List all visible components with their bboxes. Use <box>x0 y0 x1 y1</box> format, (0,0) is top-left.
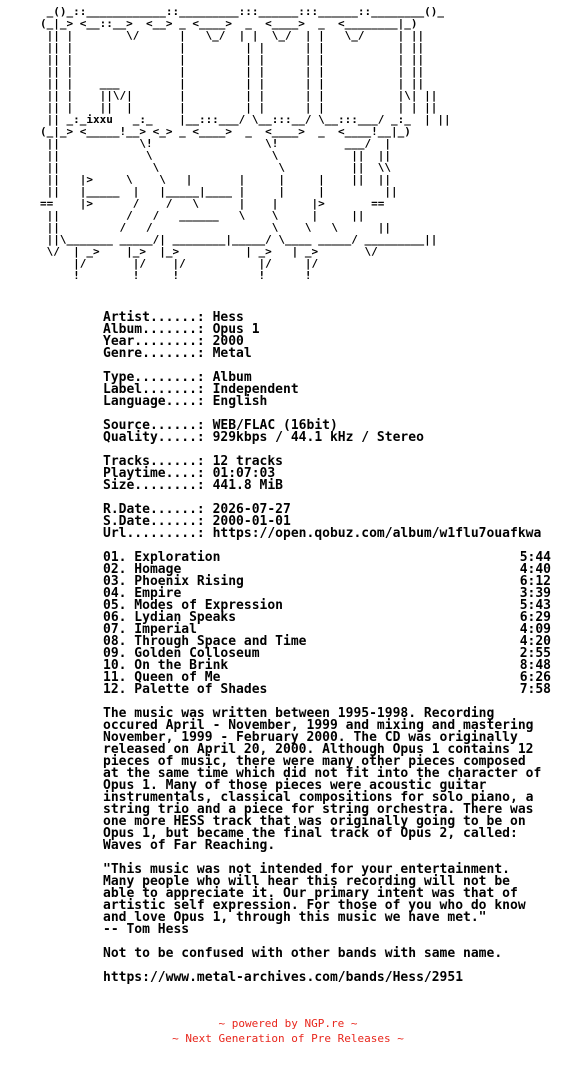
track-time: 7:58 <box>519 682 551 697</box>
track-title: 06. Lydian Speaks <box>103 610 237 625</box>
track-title: 05. Modes of Expression <box>103 598 284 613</box>
album-description: The music was written between 1995-1998. Recording occured April - November, 1999 and mixing and mastering November, 1999 - February 2000. The CD was originally released on April 20, 2000. Although Opus 1 contains 12 pieces of music, there were many other pieces composed at the same time which did not fit into the character of Opus 1. Many of those pieces were acoustic guitar instrumentals, classical compositions for solo piano, a string trio and a piece for string orchestra. There was one more HESS track that was originally going to be on Opus 1, but became the final track of Opus 2, called: Waves of Far Reaching. <box>103 706 542 853</box>
track-title: 10. On the Brink <box>103 658 229 673</box>
track-time: 3:39 <box>519 586 551 601</box>
nfo-body <box>103 312 563 984</box>
track-time: 5:44 <box>519 550 551 565</box>
language-line: Language....: English <box>103 394 268 409</box>
year-line: Year........: 2000 <box>103 334 244 349</box>
track-title: 08. Through Space and Time <box>103 634 307 649</box>
track-time: 6:26 <box>519 670 551 685</box>
track-title: 02. Homage <box>103 562 182 577</box>
track-time: 8:48 <box>519 658 551 673</box>
track-title: 07. Imperial <box>103 622 197 637</box>
release-date-line: R.Date......: 2026-07-27 <box>103 502 291 517</box>
source-line: Source......: WEB/FLAC (16bit) <box>103 418 338 433</box>
track-title: 01. Exploration <box>103 550 221 565</box>
track-time: 4:20 <box>519 634 551 649</box>
track-time: 4:40 <box>519 562 551 577</box>
track-time: 6:29 <box>519 610 551 625</box>
playtime-line: Playtime....: 01:07:03 <box>103 466 276 481</box>
track-time: 4:09 <box>519 622 551 637</box>
artist-line: Artist......: Hess <box>103 310 244 325</box>
track-title: 12. Palette of Shades <box>103 682 268 697</box>
tracks-line: Tracks......: 12 tracks <box>103 454 284 469</box>
footer-tagline: ~ Next Generation of Pre Releases ~ <box>172 1032 404 1045</box>
track-title: 09. Golden Colloseum <box>103 646 260 661</box>
street-date-line: S.Date......: 2000-01-01 <box>103 514 291 529</box>
type-line: Type........: Album <box>103 370 252 385</box>
footer-powered-by: ~ powered by NGP.re ~ <box>218 1017 358 1030</box>
quality-line: Quality.....: 929kbps / 44.1 kHz / Stereo <box>103 430 424 445</box>
track-row <box>103 684 551 696</box>
album-line: Album.......: Opus 1 <box>103 322 260 337</box>
track-time: 5:43 <box>519 598 551 613</box>
ascii-art-logo: _()_::____________::_________:::______:::______::________()_ (_|_> <__::__> <__> _ <____> _ <____> _ <________|_) || | \/ | \_/ | | \_/ | | \_/ | || || | | | | | | | || || | | | | | | | || || | | | | | | | || || | ___ | | | | | | || || | ||\/| | | | | | |\| || || | || | | | | | | | | || || _:_ixxu _:_ |__:::___/ \__:::__/ \__:::___/ _:_ | || (_|_> <_____!__> <_> _ <____> _ <____> _ <____!__|_) || \! \! ___/ | || \ \ || || || \ \ || \\ || |> \ \ | | | | || || || |_____ | |_____|____ | | | || == |> / / \ | | |> == || / / ______ \ \ | || || / / \ \ \ || ||\_______ _____/| ________|_____/ \____ _____/ _________|| \/ | _> |_> |_> | _> | _> \/ |/ |/ |/ |/ |/ ! ! ! ! ! <box>40 5 451 282</box>
track-time: 6:12 <box>519 574 551 589</box>
track-time: 2:55 <box>519 646 551 661</box>
track-title: 03. Phoenix Rising <box>103 574 244 589</box>
footer-credits <box>0 1016 576 1046</box>
url-line: Url.........: https://open.qobuz.com/album/w1flu7ouafkwa <box>103 526 542 541</box>
tracklist <box>103 552 563 696</box>
track-title: 04. Empire <box>103 586 182 601</box>
size-line: Size........: 441.8 MiB <box>103 478 284 493</box>
label-line: Label.......: Independent <box>103 382 299 397</box>
track-title: 11. Queen of Me <box>103 670 221 685</box>
artist-quote: "This music was not intended for your entertainment. Many people who will hear this recording will not be able to appreciate it. Our primary intent was that of artistic self expression. For those of you who do know and love Opus 1, through this music we have met." -- Tom Hess <box>103 862 526 937</box>
metal-archives-link[interactable]: https://www.metal-archives.com/bands/Hess/2951 <box>103 970 464 985</box>
disambiguation-note: Not to be confused with other bands with same name. <box>103 946 503 961</box>
genre-line: Genre.......: Metal <box>103 346 252 361</box>
